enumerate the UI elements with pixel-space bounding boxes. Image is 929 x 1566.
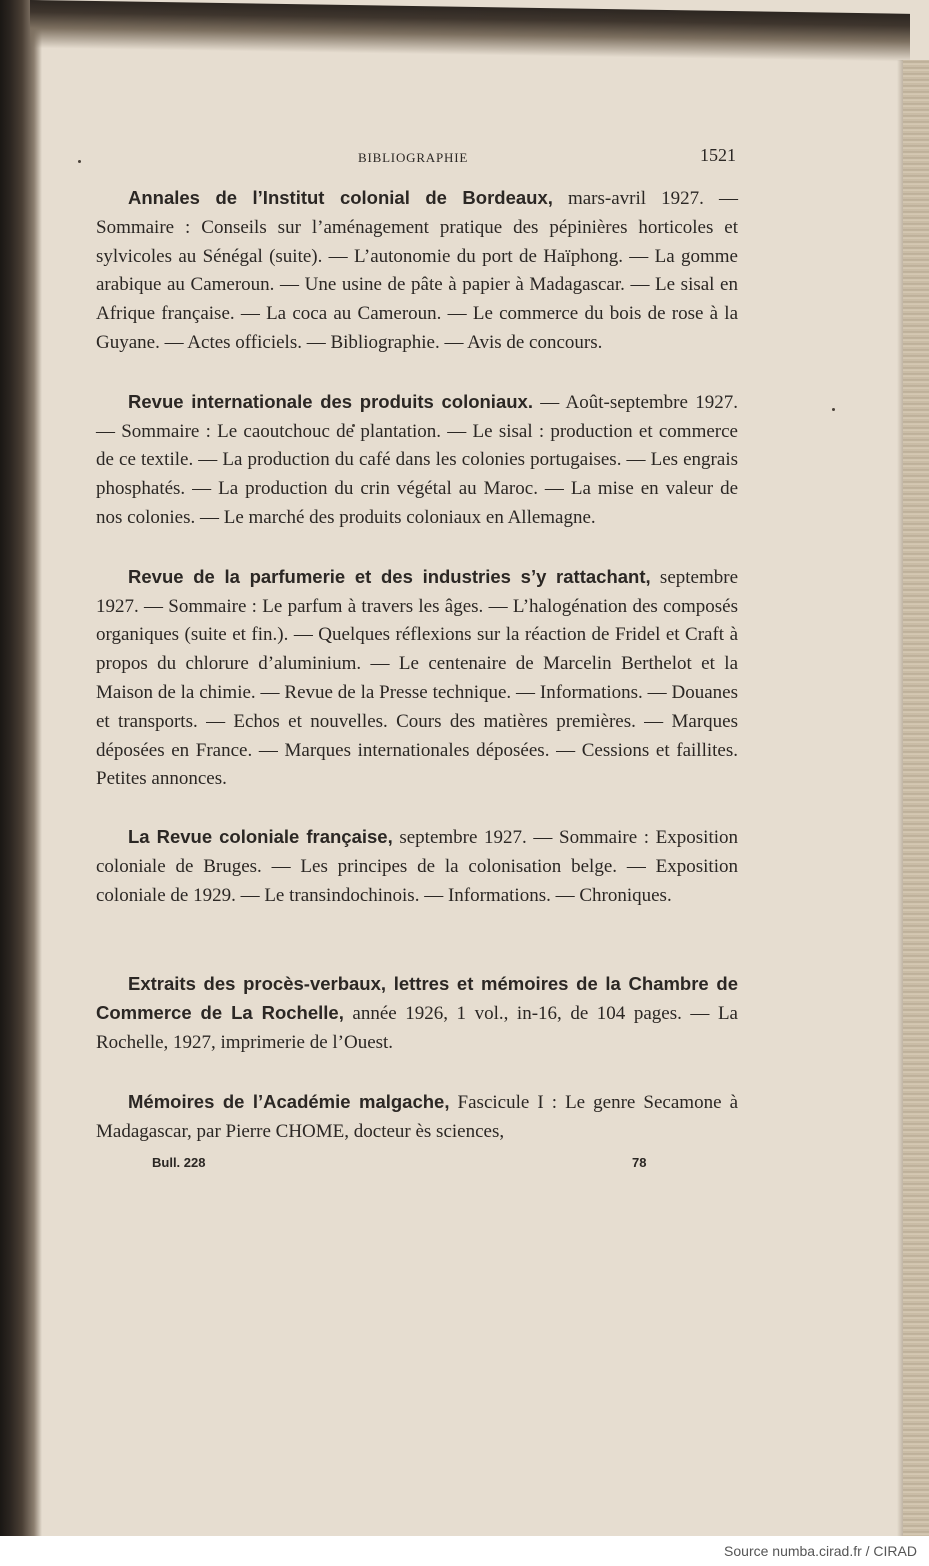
entry-title: La Revue coloniale française, — [128, 826, 393, 848]
entry-title: Annales de l’Institut colonial de Bordeaux, — [128, 187, 553, 208]
page-footer — [96, 1153, 738, 1183]
bibliography-entry — [96, 970, 738, 1058]
bibliography-entry — [96, 1088, 738, 1147]
top-edge-shadow — [30, 0, 910, 62]
entry-text: Fascicule I : Le genre Secamone à Madagascar, par Pierre CHOME, docteur ès sciences, — [96, 1091, 739, 1142]
running-head — [96, 140, 738, 174]
entry-text: — Août-septembre 1927. — Sommaire : Le caoutchouc de plantation. — Le sisal : production et commerce de ce textile. — La production du café dans les colonies portugaises. — Les engrais phosphatés. — La production du crin végétal au Maroc. — La mise en valeur de nos colonies. — Le marché des produits coloniaux en Allemagne. — [96, 391, 738, 528]
entry-title: Revue internationale des produits coloniaux. — [128, 390, 533, 412]
page-content — [96, 140, 738, 1183]
page-fore-edge — [903, 60, 929, 1536]
dust-speck — [832, 408, 835, 411]
bibliography-entry — [96, 823, 738, 910]
entry-text: septembre 1927. — Sommaire : Exposition coloniale de Bruges. — Les principes de la colonisation belge. — Exposition coloniale de 1929. — Le transindochinois. — Informations. — Chroniques. — [96, 827, 739, 906]
entry-text: année 1926, 1 vol., in-16, de 104 pages. — La Rochelle, 1927, imprimerie de l’Ouest. — [96, 1003, 738, 1054]
book-spine-shadow — [0, 0, 42, 1536]
running-head-title: BIBLIOGRAPHIE — [358, 150, 469, 165]
dust-speck — [78, 160, 81, 163]
gathering-mark: 78 — [632, 1154, 647, 1170]
fore-edge-shade — [897, 60, 903, 1536]
entry-text: mars-avril 1927. — Sommaire : Conseils sur l’aménagement pratique des pépinières horticoles et sylvicoles au Sénégal (suite). — L’autonomie du port de Haïphong. — La gomme arabique au Cameroun. — Une usine de pâte à papier à Madagascar. — Le sisal en Afrique française. — La coca au Cameroun. — Le commerce du bois de rose à la Guyane. — Actes officiels. — Bibliographie. — Avis de concours. — [96, 188, 738, 353]
bibliography-entry — [96, 563, 738, 794]
bulletin-signature: Bull. 228 — [152, 1154, 206, 1170]
bibliography-entry — [96, 184, 738, 358]
source-credit: Source numba.cirad.fr / CIRAD — [724, 1543, 917, 1559]
page-number: 1521 — [700, 145, 736, 165]
entry-title: Extraits des procès-verbaux, lettres et mémoires de la Chambre de Commerce de La Rochelle, — [96, 972, 738, 1024]
entry-text: septembre 1927. — Sommaire : Le parfum à travers les âges. — L’halogénation des composés organiques (suite et fin.). — Quelques réflexions sur la réaction de Fridel et Craft à propos du chlorure d’aluminium. — Le centenaire de Marcelin Berthelot et la Maison de la chimie. — Revue de la Presse technique. — Informations. — Douanes et transports. — Echos et nouvelles. Cours des matières premières. — Marques déposées en France. — Marques internationales déposées. — Cessions et faillites. Petites annonces. — [96, 566, 739, 790]
bibliography-entry — [96, 388, 738, 533]
entry-title: Revue de la parfumerie et des industries s’y rattachant, — [128, 565, 651, 587]
entry-title: Mémoires de l’Académie malgache, — [128, 1090, 450, 1112]
